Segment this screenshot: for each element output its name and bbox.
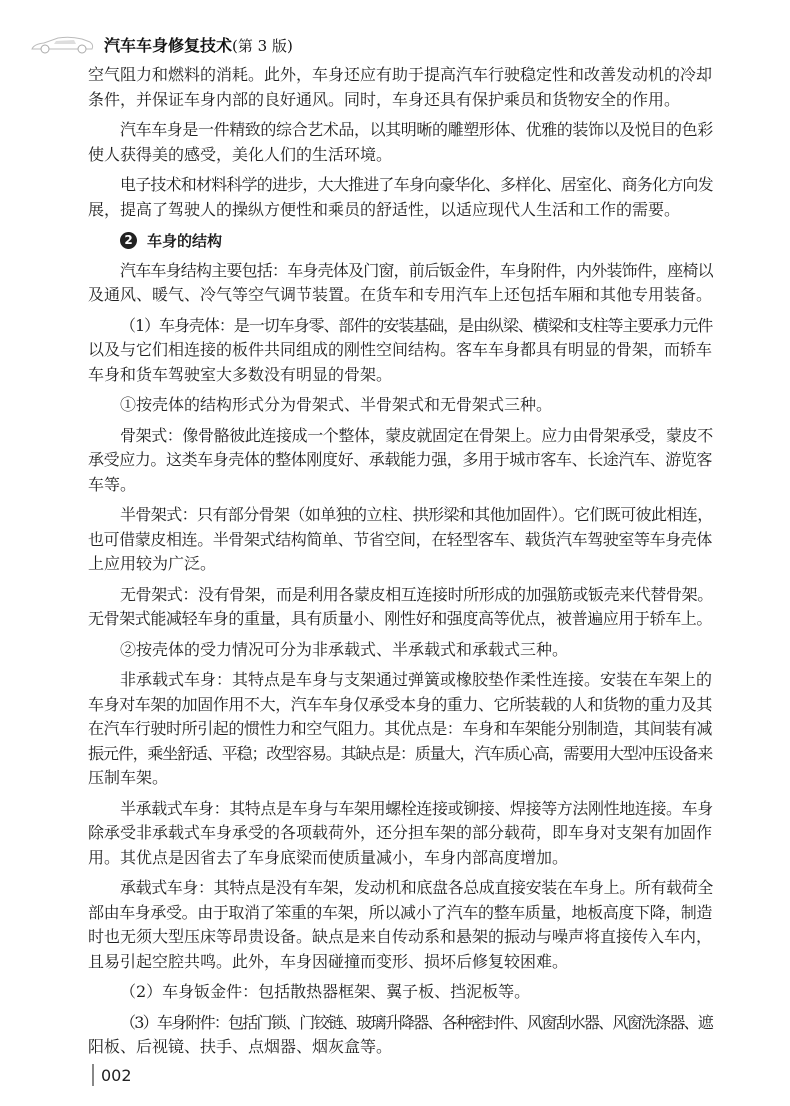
text-line: 车等。 <box>88 474 137 494</box>
paragraph <box>88 314 712 388</box>
text-line: 上应用较为广泛。 <box>88 554 217 573</box>
text-line: 车身对车架的加固作用不大，汽车车身仅承受本身的重力、它所装载的人和货物的重力及其 <box>88 694 713 714</box>
text-line: 压制车架。 <box>88 768 169 787</box>
paragraph <box>88 583 712 632</box>
text-line: 条件，并保证车身内部的良好通风。同时，车身还具有保护乘员和货物安全的作用。 <box>88 89 681 109</box>
text-line: 用。其优点是因省去了车身底梁而使质量减小，车身内部高度增加。 <box>88 847 569 867</box>
text-line: 除承受非承载式车身承受的各项载荷外，还分担车架的部分载荷，即车身对支架有加固作 <box>88 823 713 842</box>
text-line: 半骨架式：只有部分骨架（如单独的立柱、拱形梁和其他加固件）。它们既可彼此相连， <box>120 505 713 524</box>
text-line: ②按壳体的受力情况可分为非承载式、半承载式和承载式三种。 <box>120 639 569 659</box>
paragraph <box>88 424 712 498</box>
text-line: 无骨架式能减轻车身的重量，具有质量小、刚性好和强度高等优点，被普遍应用于轿车上。 <box>88 609 713 628</box>
section-heading <box>88 228 712 253</box>
page-footer <box>92 1064 132 1086</box>
text-line: 汽车车身是一件精致的综合艺术品，以其明晰的雕塑形体、优雅的装饰以及悦目的色彩 <box>120 120 713 139</box>
page-body <box>88 63 712 1066</box>
text-line: 且易引起空腔共鸣。此外，车身因碰撞而变形、损坏后修复较困难。 <box>88 951 569 971</box>
running-header <box>30 30 293 58</box>
text-line: 承受应力。这类车身壳体的整体刚度好、承载能力强，多用于城市客车、长途汽车、游览客 <box>88 450 713 469</box>
text-line: 半承载式车身：其特点是车身与车架用螺栓连接或铆接、焊接等方法刚性地连接。车身 <box>120 798 713 818</box>
text-line: 以及与它们相连接的板件共同组成的刚性空间结构。客车车身都具有明显的骨架，而轿车 <box>88 340 713 359</box>
paragraph <box>88 797 712 871</box>
paragraph <box>88 1011 712 1060</box>
book-title-text: 汽车车身修复技术 <box>104 35 233 55</box>
text-line: 振元件，乘坐舒适、平稳；改型容易。其缺点是：质量大，汽车质心高，需要用大型冲压设备来 <box>88 743 712 763</box>
paragraph <box>88 63 712 112</box>
section-number-badge: 2 <box>120 232 137 249</box>
text-line: 空气阻力和燃料的消耗。此外，车身还应有助于提高汽车行驶稳定性和改善发动机的冷却 <box>88 65 713 84</box>
text-line: 在汽车行驶时所引起的惯性力和空气阻力。其优点是：车身和车架能分别制造，其间装有减 <box>88 719 713 738</box>
paragraph <box>88 980 712 1005</box>
text-line: 及通风、暖气、冷气等空气调节装置。在货车和专用汽车上还包括车厢和其他专用装备。 <box>88 285 713 304</box>
page-number: 002 <box>101 1065 132 1085</box>
text-line: （1）车身壳体：是一切车身零、部件的安装基础，是由纵梁、横梁和支柱等主要承力元件 <box>120 315 712 335</box>
text-line: 阳板、后视镜、扶手、点烟器、烟灰盒等。 <box>88 1037 393 1056</box>
intro-paragraphs <box>88 63 712 222</box>
text-line: 使人获得美的感受，美化人们的生活环境。 <box>88 144 393 164</box>
text-line: 也可借蒙皮相连。半骨架式结构简单、节省空间，在轻型客车、载货汽车驾驶室等车身壳体 <box>88 529 713 549</box>
text-line: ①按壳体的结构形式分为骨架式、半骨架式和无骨架式三种。 <box>120 395 553 414</box>
car-logo-icon <box>30 33 96 55</box>
section-title: 车身的结构 <box>147 231 223 250</box>
book-edition: (第 3 版) <box>232 36 293 55</box>
paragraph <box>88 393 712 418</box>
book-title <box>104 33 293 56</box>
text-line: 无骨架式：没有骨架，而是利用各蒙皮相互连接时所形成的加强筋或钣壳来代替骨架。 <box>120 584 713 604</box>
text-line: 部由车身承受。由于取消了笨重的车架，所以减小了汽车的整车质量，地板高度下降，制造 <box>88 902 713 922</box>
text-line: （3）车身附件：包括门锁、门铰链、玻璃升降器、各种密封件、风窗刮水器、风窗洗涤器、遮 <box>120 1012 712 1032</box>
paragraph <box>88 173 712 222</box>
text-line: 时也无须大型压床等昂贵设备。缺点是来自传动系和悬架的振动与噪声将直接传入车内， <box>88 927 713 946</box>
footer-bar <box>92 1064 94 1086</box>
paragraph <box>88 259 712 308</box>
paragraph <box>88 668 712 791</box>
text-line: （2）车身钣金件：包括散热器框架、翼子板、挡泥板等。 <box>120 982 531 1001</box>
text-line: 车身和货车驾驶室大多数没有明显的骨架。 <box>88 364 393 384</box>
text-line: 非承载式车身：其特点是车身与支架通过弹簧或橡胶垫作柔性连接。安装在车架上的 <box>120 670 713 689</box>
text-line: 汽车车身结构主要包括：车身壳体及门窗，前后钣金件，车身附件，内外装饰件，座椅以 <box>120 260 713 280</box>
paragraph <box>88 638 712 663</box>
paragraph <box>88 503 712 577</box>
text-line: 承载式车身：其特点是没有车架，发动机和底盘各总成直接安装在车身上。所有载荷全 <box>120 878 713 897</box>
text-line: 展，提高了驾驶人的操纵方便性和乘员的舒适性，以适应现代人生活和工作的需要。 <box>88 199 681 219</box>
paragraph <box>88 876 712 974</box>
paragraph <box>88 118 712 167</box>
text-line: 骨架式：像骨骼彼此连接成一个整体，蒙皮就固定在骨架上。应力由骨架承受，蒙皮不 <box>120 425 713 445</box>
text-line: 电子技术和材料科学的进步，大大推进了车身向豪华化、多样化、居室化、商务化方向发 <box>120 175 713 194</box>
section-paragraphs <box>88 259 712 1060</box>
